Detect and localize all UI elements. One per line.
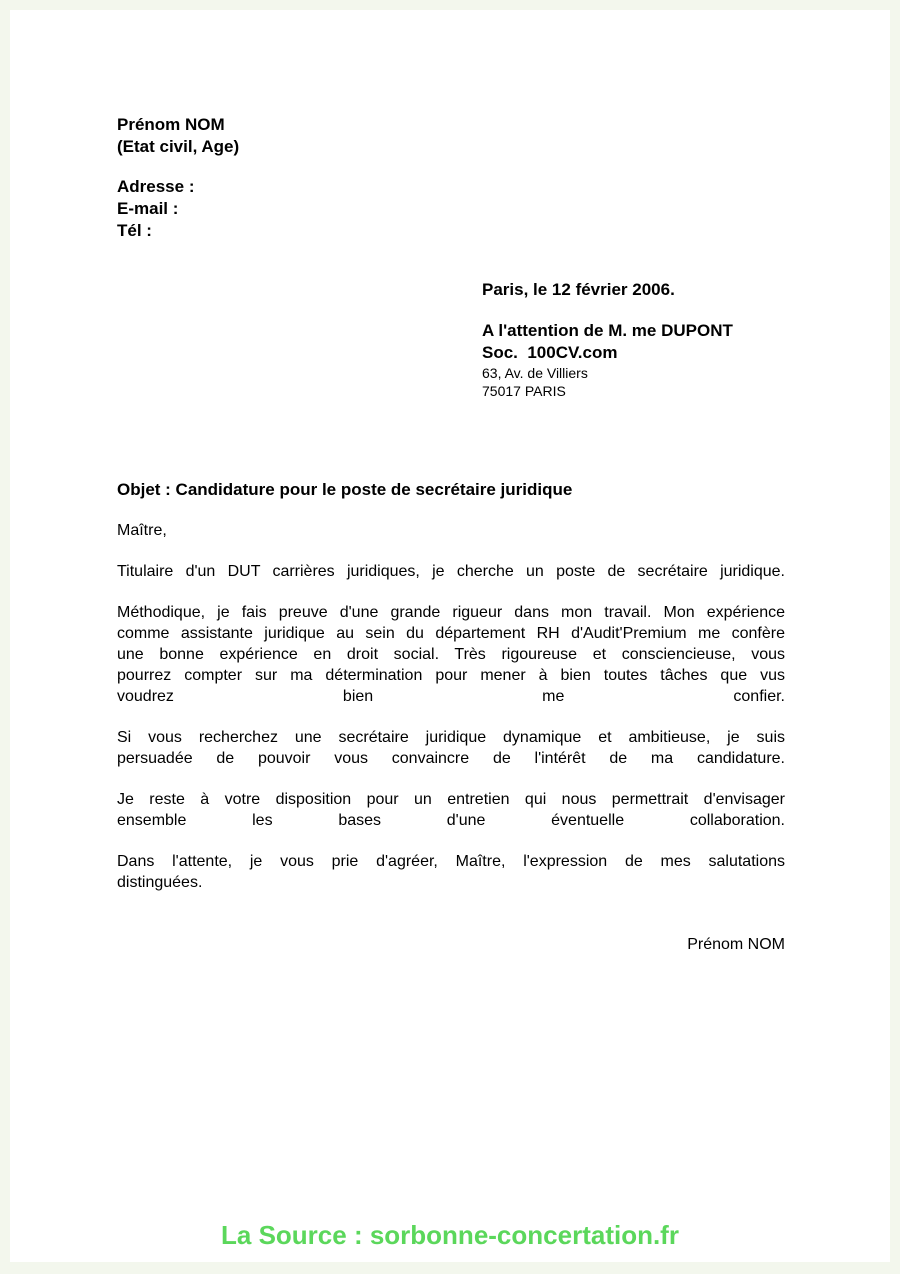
body-line: Méthodique, je fais preuve d'une grande rigueur dans mon travail. Mon expérience xyxy=(117,604,785,621)
body-line: comme assistante juridique au sein du département RH d'Audit'Premium me confère xyxy=(117,625,785,642)
body-paragraph xyxy=(117,602,785,707)
body-line: Si vous recherchez une secrétaire juridique dynamique et ambitieuse, je suis xyxy=(117,729,785,746)
sender-address-label: Adresse : xyxy=(117,177,195,196)
body-paragraph xyxy=(117,789,785,831)
body-line: persuadée de pouvoir vous convaincre de l'intérêt de ma candidature. xyxy=(117,750,785,767)
body-line: une bonne expérience en droit social. Très rigoureuse et consciencieuse, vous xyxy=(117,646,785,663)
body-paragraph xyxy=(117,561,785,582)
body-line: Titulaire d'un DUT carrières juridiques, je cherche un poste de secrétaire juridique. xyxy=(117,563,785,580)
letter-page xyxy=(10,10,890,1262)
letter-body xyxy=(117,10,785,955)
body-line: distinguées. xyxy=(117,874,203,891)
date-recipient-block xyxy=(482,279,785,400)
body-line: ensemble les bases d'une éventuelle collaboration. xyxy=(117,812,785,829)
body-paragraph xyxy=(117,727,785,769)
sender-block xyxy=(117,114,785,158)
sender-contact-block xyxy=(117,176,785,242)
sender-name: Prénom NOM xyxy=(117,115,225,134)
recipient-street: 63, Av. de Villiers xyxy=(482,365,588,381)
dateline: Paris, le 12 février 2006. xyxy=(482,280,675,299)
body-line: Dans l'attente, je vous prie d'agréer, Maître, l'expression de mes salutations xyxy=(117,853,785,870)
recipient-attention: A l'attention de M. me DUPONT xyxy=(482,321,733,340)
body-line: Je reste à votre disposition pour un entretien qui nous permettrait d'envisager xyxy=(117,791,785,808)
body-paragraph xyxy=(117,851,785,893)
body-line: voudrez bien me confier. xyxy=(117,688,785,705)
sender-civil-status: (Etat civil, Age) xyxy=(117,137,240,156)
body-line: pourrez compter sur ma détermination pour mener à bien toutes tâches que vus xyxy=(117,667,785,684)
source-attribution: La Source : sorbonne-concertation.fr xyxy=(221,1220,679,1250)
subject-line: Objet : Candidature pour le poste de secrétaire juridique xyxy=(117,480,573,499)
sender-email-label: E-mail : xyxy=(117,199,179,218)
recipient-company: Soc. 100CV.com xyxy=(482,343,618,362)
signature-name: Prénom NOM xyxy=(687,936,785,953)
salutation: Maître, xyxy=(117,522,167,539)
sender-phone-label: Tél : xyxy=(117,221,152,240)
recipient-city: 75017 PARIS xyxy=(482,383,566,399)
